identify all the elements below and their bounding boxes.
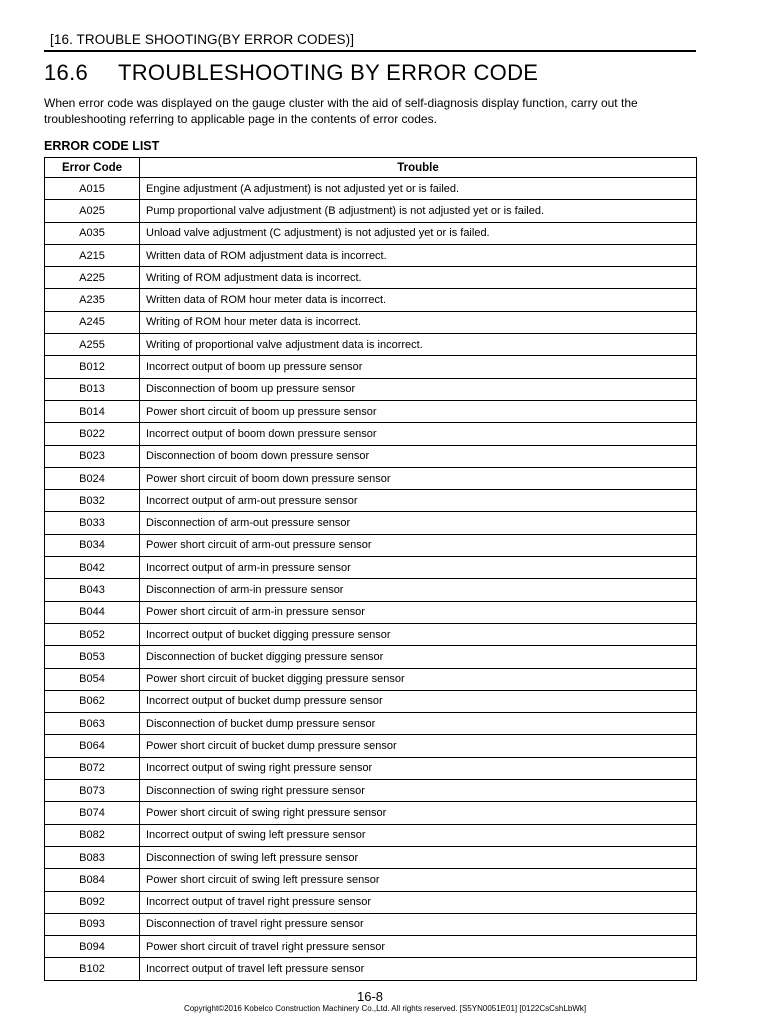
trouble-cell: Engine adjustment (A adjustment) is not adjusted yet or is failed. (140, 178, 697, 200)
error-code-cell: B023 (45, 445, 140, 467)
table-row (45, 400, 697, 422)
trouble-cell: Disconnection of arm-in pressure sensor (140, 579, 697, 601)
table-row (45, 824, 697, 846)
error-code-cell: B042 (45, 557, 140, 579)
error-code-cell: A255 (45, 334, 140, 356)
error-code-cell: A215 (45, 244, 140, 266)
error-code-cell: B012 (45, 356, 140, 378)
trouble-cell: Power short circuit of boom up pressure sensor (140, 400, 697, 422)
table-row (45, 490, 697, 512)
error-code-cell: B083 (45, 846, 140, 868)
table-row (45, 289, 697, 311)
error-code-cell: A015 (45, 178, 140, 200)
table-row (45, 913, 697, 935)
chapter-header: [16. TROUBLE SHOOTING(BY ERROR CODES)] (50, 32, 355, 47)
error-code-cell: A225 (45, 267, 140, 289)
error-code-cell: B034 (45, 534, 140, 556)
trouble-cell: Incorrect output of swing right pressure sensor (140, 757, 697, 779)
error-code-cell: B072 (45, 757, 140, 779)
table-row (45, 646, 697, 668)
column-header-error-code: Error Code (45, 158, 140, 178)
table-row (45, 780, 697, 802)
trouble-cell: Power short circuit of swing right pressure sensor (140, 802, 697, 824)
page-number: 16-8 (356, 989, 384, 1004)
trouble-cell: Incorrect output of boom up pressure sensor (140, 356, 697, 378)
trouble-cell: Power short circuit of bucket digging pressure sensor (140, 668, 697, 690)
table-row (45, 222, 697, 244)
section-title-text: TROUBLESHOOTING BY ERROR CODE (118, 60, 539, 85)
trouble-cell: Writing of ROM adjustment data is incorrect. (140, 267, 697, 289)
table-row (45, 512, 697, 534)
error-code-cell: B102 (45, 958, 140, 980)
section-title (44, 60, 538, 86)
error-code-cell: B024 (45, 467, 140, 489)
error-code-cell: B064 (45, 735, 140, 757)
table-row (45, 178, 697, 200)
table-row (45, 579, 697, 601)
trouble-cell: Pump proportional valve adjustment (B adjustment) is not adjusted yet or is failed. (140, 200, 697, 222)
table-row (45, 267, 697, 289)
header-divider (44, 50, 696, 52)
trouble-cell: Incorrect output of travel right pressure sensor (140, 891, 697, 913)
trouble-cell: Disconnection of bucket dump pressure sensor (140, 713, 697, 735)
trouble-cell: Power short circuit of arm-out pressure sensor (140, 534, 697, 556)
error-code-cell: B063 (45, 713, 140, 735)
error-code-cell: B013 (45, 378, 140, 400)
table-header-row (45, 158, 697, 178)
error-code-cell: B073 (45, 780, 140, 802)
trouble-cell: Disconnection of swing left pressure sensor (140, 846, 697, 868)
trouble-cell: Unload valve adjustment (C adjustment) is not adjusted yet or is failed. (140, 222, 697, 244)
table-row (45, 445, 697, 467)
trouble-cell: Disconnection of bucket digging pressure sensor (140, 646, 697, 668)
error-code-cell: B053 (45, 646, 140, 668)
trouble-cell: Incorrect output of bucket dump pressure sensor (140, 690, 697, 712)
table-row (45, 690, 697, 712)
table-row (45, 623, 697, 645)
error-code-cell: B014 (45, 400, 140, 422)
error-code-cell: B092 (45, 891, 140, 913)
error-code-table (44, 157, 697, 981)
copyright-notice: Copyright©2016 Kobelco Construction Machinery Co.,Ltd. All rights reserved. [S5YN0051E01] [0122CsCshLbWk] (183, 1004, 587, 1013)
trouble-cell: Written data of ROM adjustment data is incorrect. (140, 244, 697, 266)
table-row (45, 713, 697, 735)
trouble-cell: Disconnection of boom up pressure sensor (140, 378, 697, 400)
table-row (45, 846, 697, 868)
table-row (45, 378, 697, 400)
error-code-cell: B074 (45, 802, 140, 824)
trouble-cell: Incorrect output of bucket digging pressure sensor (140, 623, 697, 645)
error-code-cell: A235 (45, 289, 140, 311)
table-row (45, 601, 697, 623)
table-row (45, 356, 697, 378)
error-code-cell: B084 (45, 869, 140, 891)
trouble-cell: Incorrect output of arm-in pressure sensor (140, 557, 697, 579)
trouble-cell: Incorrect output of arm-out pressure sensor (140, 490, 697, 512)
error-code-cell: A035 (45, 222, 140, 244)
table-row (45, 668, 697, 690)
table-body (45, 178, 697, 981)
error-code-cell: B044 (45, 601, 140, 623)
table-row (45, 557, 697, 579)
table-row (45, 936, 697, 958)
table-row (45, 735, 697, 757)
error-code-cell: B032 (45, 490, 140, 512)
trouble-cell: Incorrect output of travel left pressure sensor (140, 958, 697, 980)
trouble-cell: Disconnection of boom down pressure sensor (140, 445, 697, 467)
table-row (45, 891, 697, 913)
error-code-cell: B093 (45, 913, 140, 935)
table-row (45, 423, 697, 445)
table-row (45, 311, 697, 333)
trouble-cell: Power short circuit of boom down pressure sensor (140, 467, 697, 489)
trouble-cell: Incorrect output of boom down pressure sensor (140, 423, 697, 445)
section-number: 16.6 (44, 60, 89, 85)
error-code-cell: B062 (45, 690, 140, 712)
trouble-cell: Disconnection of travel right pressure sensor (140, 913, 697, 935)
trouble-cell: Writing of ROM hour meter data is incorrect. (140, 311, 697, 333)
error-code-cell: B052 (45, 623, 140, 645)
trouble-cell: Disconnection of swing right pressure sensor (140, 780, 697, 802)
error-code-cell: B054 (45, 668, 140, 690)
trouble-cell: Written data of ROM hour meter data is incorrect. (140, 289, 697, 311)
table-row (45, 467, 697, 489)
trouble-cell: Incorrect output of swing left pressure sensor (140, 824, 697, 846)
table-row (45, 869, 697, 891)
error-code-list-title: ERROR CODE LIST (44, 139, 160, 153)
column-header-trouble: Trouble (140, 158, 697, 178)
error-code-cell: B033 (45, 512, 140, 534)
trouble-cell: Disconnection of arm-out pressure sensor (140, 512, 697, 534)
error-code-cell: B022 (45, 423, 140, 445)
error-code-cell: B082 (45, 824, 140, 846)
trouble-cell: Power short circuit of swing left pressure sensor (140, 869, 697, 891)
table-row (45, 958, 697, 980)
error-code-cell: A245 (45, 311, 140, 333)
table-row (45, 534, 697, 556)
table-row (45, 802, 697, 824)
error-code-cell: B043 (45, 579, 140, 601)
error-code-cell: B094 (45, 936, 140, 958)
trouble-cell: Power short circuit of arm-in pressure sensor (140, 601, 697, 623)
table-row (45, 244, 697, 266)
error-code-cell: A025 (45, 200, 140, 222)
table-row (45, 200, 697, 222)
table-row (45, 334, 697, 356)
table-row (45, 757, 697, 779)
trouble-cell: Writing of proportional valve adjustment data is incorrect. (140, 334, 697, 356)
trouble-cell: Power short circuit of bucket dump pressure sensor (140, 735, 697, 757)
intro-paragraph: When error code was displayed on the gauge cluster with the aid of self-diagnosis display function, carry out the troubleshooting referring to applicable page in the contents of error codes. (44, 96, 638, 126)
trouble-cell: Power short circuit of travel right pressure sensor (140, 936, 697, 958)
